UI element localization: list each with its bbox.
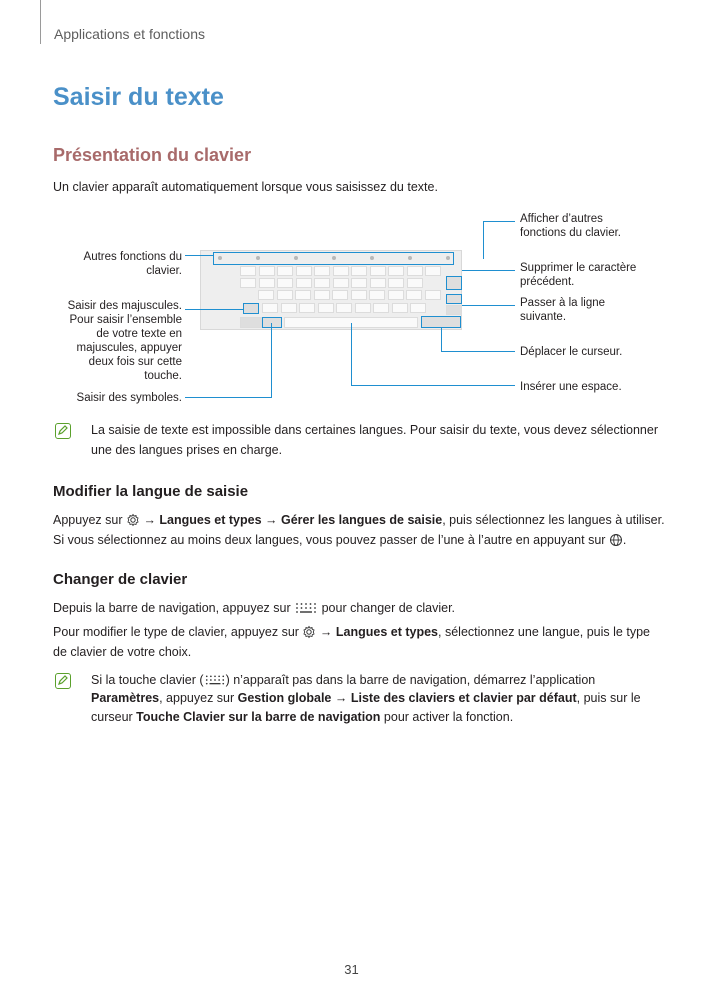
gear-icon bbox=[302, 625, 316, 645]
letter-key bbox=[373, 303, 389, 313]
letter-key bbox=[240, 278, 256, 288]
callout-line bbox=[483, 221, 484, 259]
letter-key bbox=[259, 278, 275, 288]
note-icon bbox=[55, 673, 71, 689]
label-delete: Supprimer le caractère précédent. bbox=[520, 262, 637, 288]
callout-line bbox=[271, 323, 272, 397]
letter-key bbox=[388, 266, 404, 276]
note-2-line-3: curseur Touche Clavier sur la barre de navigation pour activer la fonction. bbox=[91, 710, 514, 724]
letter-key bbox=[333, 266, 349, 276]
letter-key bbox=[277, 290, 293, 300]
delete-key bbox=[446, 276, 462, 290]
letter-key bbox=[369, 290, 385, 300]
letter-key bbox=[295, 290, 311, 300]
note-2-line-2: Paramètres, appuyez sur Gestion globale → Liste des claviers et clavier par défaut, puis sur le bbox=[91, 691, 641, 705]
callout-line bbox=[483, 221, 515, 222]
callout-line bbox=[185, 397, 272, 398]
letter-key bbox=[388, 290, 404, 300]
letter-key bbox=[351, 290, 367, 300]
language-line-1: Appuyez sur → Langues et types → Gérer les langues de saisie, puis sélectionnez les langues à utiliser. bbox=[53, 510, 665, 533]
label-new-line: Passer à la ligne suivante. bbox=[520, 297, 606, 323]
toolbar-icon bbox=[256, 256, 260, 260]
keyboard-change-line-3: de clavier de votre choix. bbox=[53, 645, 192, 659]
toolbar-icon bbox=[294, 256, 298, 260]
label-cursor: Déplacer le curseur. bbox=[520, 346, 623, 358]
letter-key bbox=[388, 278, 404, 288]
toolbar-icon bbox=[218, 256, 222, 260]
keyboard-change-line-1: Depuis la barre de navigation, appuyez sur pour changer de clavier. bbox=[53, 598, 455, 621]
letter-key bbox=[314, 278, 330, 288]
callout-line bbox=[462, 305, 515, 306]
callout-line bbox=[441, 351, 515, 352]
symbols-key bbox=[240, 317, 262, 328]
letter-key bbox=[370, 266, 386, 276]
keyboard-change-line-2: Pour modifier le type de clavier, appuyez sur → Langues et types, sélectionnez une langue, puis le type bbox=[53, 622, 650, 645]
letter-key bbox=[314, 290, 330, 300]
letter-key bbox=[407, 278, 423, 288]
letter-key bbox=[314, 266, 330, 276]
letter-key bbox=[351, 278, 367, 288]
toolbar-icon bbox=[446, 256, 450, 260]
label-more-functions: Autres fonctions du clavier. bbox=[83, 251, 182, 277]
letter-key bbox=[392, 303, 408, 313]
page-number: 31 bbox=[344, 962, 359, 977]
letter-key bbox=[299, 303, 315, 313]
label-uppercase: Saisir des majuscules. Pour saisir l’ensemble de votre texte en majuscules, appuyer deux fois sur cette touche. bbox=[67, 300, 182, 382]
enter-key bbox=[446, 294, 462, 304]
callout-line bbox=[351, 385, 515, 386]
letter-key bbox=[281, 303, 297, 313]
symbols-key-highlight bbox=[262, 317, 282, 328]
letter-key bbox=[410, 303, 426, 313]
letter-key bbox=[425, 266, 441, 276]
toolbar-icon bbox=[370, 256, 374, 260]
language-line-2: Si vous sélectionnez au moins deux langues, vous pouvez passer de l’une à l’autre en appuyant sur . bbox=[53, 530, 626, 553]
extra-key bbox=[446, 305, 462, 315]
page-title: Saisir du texte bbox=[53, 83, 224, 111]
toolbar-icon bbox=[332, 256, 336, 260]
note-icon bbox=[55, 423, 71, 439]
shift-key bbox=[243, 303, 259, 314]
letter-key bbox=[318, 303, 334, 313]
letter-key bbox=[406, 290, 422, 300]
header-rule bbox=[40, 0, 41, 44]
keyboard-icon bbox=[294, 601, 318, 621]
letter-key bbox=[355, 303, 371, 313]
letter-key bbox=[296, 266, 312, 276]
letter-key bbox=[258, 290, 274, 300]
keyboard-change-heading: Changer de clavier bbox=[53, 571, 188, 588]
letter-key bbox=[351, 266, 367, 276]
cursor-keys bbox=[421, 316, 461, 328]
letter-key bbox=[277, 278, 293, 288]
overview-intro: Un clavier apparaît automatiquement lorsque vous saisissez du texte. bbox=[53, 180, 438, 194]
letter-key bbox=[425, 290, 441, 300]
label-show-more: Afficher d’autres fonctions du clavier. bbox=[520, 213, 622, 239]
letter-key bbox=[332, 290, 348, 300]
letter-key bbox=[262, 303, 278, 313]
callout-line bbox=[462, 270, 515, 271]
callout-line bbox=[185, 255, 214, 256]
note-2-line-1: Si la touche clavier ( ) n’apparaît pas dans la barre de navigation, démarrez l’application bbox=[91, 670, 595, 693]
letter-key bbox=[370, 278, 386, 288]
letter-key bbox=[336, 303, 352, 313]
callout-line bbox=[351, 323, 352, 385]
letter-key bbox=[333, 278, 349, 288]
label-space: Insérer une espace. bbox=[520, 381, 622, 393]
overview-heading: Présentation du clavier bbox=[53, 145, 252, 165]
section-header: Applications et fonctions bbox=[54, 26, 205, 42]
language-heading: Modifier la langue de saisie bbox=[53, 483, 249, 500]
letter-key bbox=[277, 266, 293, 276]
callout-line bbox=[185, 309, 243, 310]
callout-line bbox=[441, 328, 442, 351]
letter-key bbox=[407, 266, 423, 276]
note-text: La saisie de texte est impossible dans certaines langues. Pour saisir du texte, vous devez sélectionner une des langues prises en charge. bbox=[91, 423, 658, 457]
letter-key bbox=[259, 266, 275, 276]
letter-key bbox=[296, 278, 312, 288]
globe-icon bbox=[609, 533, 623, 553]
letter-key bbox=[240, 266, 256, 276]
label-symbols: Saisir des symboles. bbox=[76, 392, 182, 404]
toolbar-icon bbox=[408, 256, 412, 260]
